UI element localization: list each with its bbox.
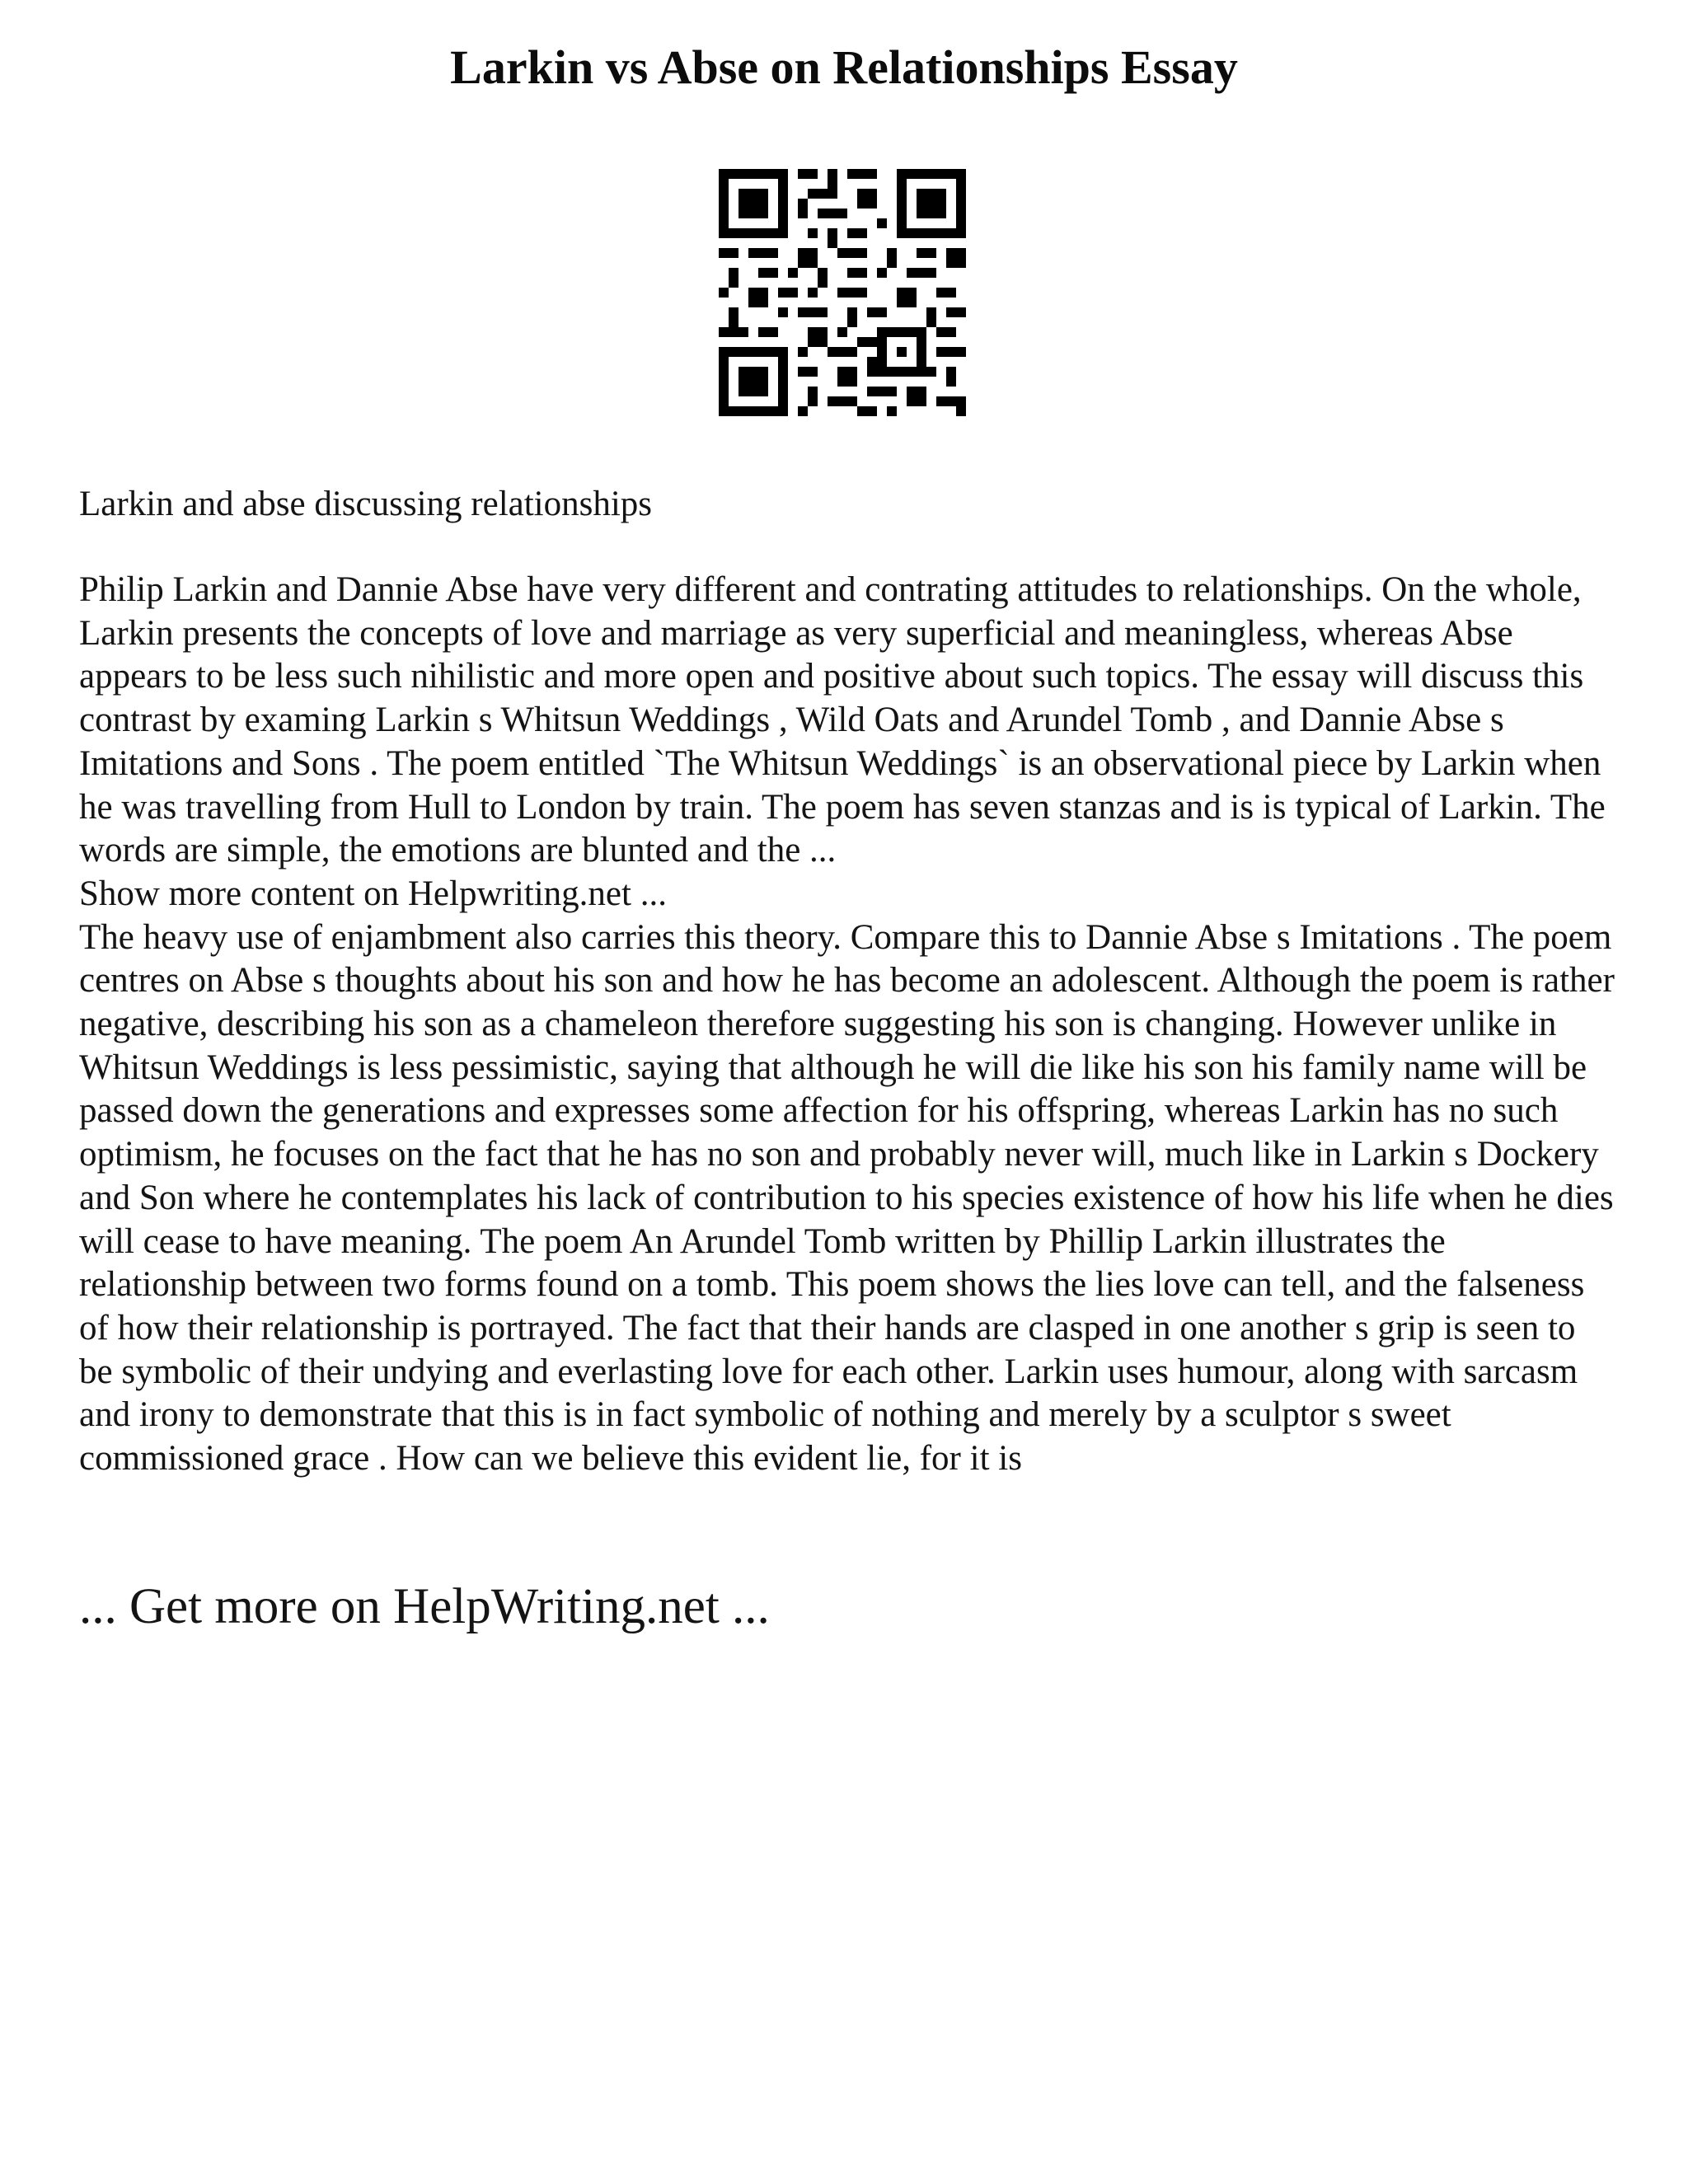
page-title: Larkin vs Abse on Relationships Essay [450,40,1238,94]
essay-subtitle: Larkin and abse discussing relationships [79,485,653,523]
essay-paragraph: The heavy use of enjambment also carries this theory. Compare this to Dannie Abse s Imitations . The poem centres on Abse s thoughts about his son and how he has become an adolescent. Although the poem is rather negative, describing his son as a chameleon therefore suggesting his son is changing. However unlike in Whitsun Weddings is less pessimistic, saying that although he will die like his son his family name will be passed down the generations and expresses some affection for his offspring, whereas Larkin has no such optimism, he focuses on the fact that he has no son and probably never will, much like in Larkin s Dockery and Son where he contemplates his lack of contribution to his species existence of how his life when he dies will cease to have meaning. The poem An Arundel Tomb written by Phillip Larkin illustrates the relationship between two forms found on a tomb. This poem shows the lies love can tell, and the falseness of how their relationship is portrayed. The fact that their hands are clasped in one another s grip is seen to be symbolic of their undying and everlasting love for each other. Larkin uses humour, along with sarcasm and irony to demonstrate that this is in fact symbolic of nothing and merely by a sculptor s sweet commissioned grace . How can we believe this evident lie, for it is [79,917,1615,1479]
get-more-link[interactable]: ... Get more on HelpWriting.net ... [79,1579,770,1634]
essay-body [79,569,1616,1481]
show-more-link[interactable]: Show more content on Helpwriting.net ... [79,874,667,913]
essay-paragraph: Philip Larkin and Dannie Abse have very different and contrating attitudes to relationships. On the whole, Larkin presents the concepts of love and marriage as very superficial and meaningless, whereas Abse appears to be less such nihilistic and more open and positive about such topics. The essay will discuss this contrast by examing Larkin s Whitsun Weddings , Wild Oats and Arundel Tomb , and Dannie Abse s Imitations and Sons . The poem entitled `The Whitsun Weddings` is an observational piece by Larkin when he was travelling from Hull to London by train. The poem has seven stanzas and is is typical of Larkin. The words are simple, the emotions are blunted and the ... [79,570,1606,870]
qr-code-icon [719,169,966,416]
